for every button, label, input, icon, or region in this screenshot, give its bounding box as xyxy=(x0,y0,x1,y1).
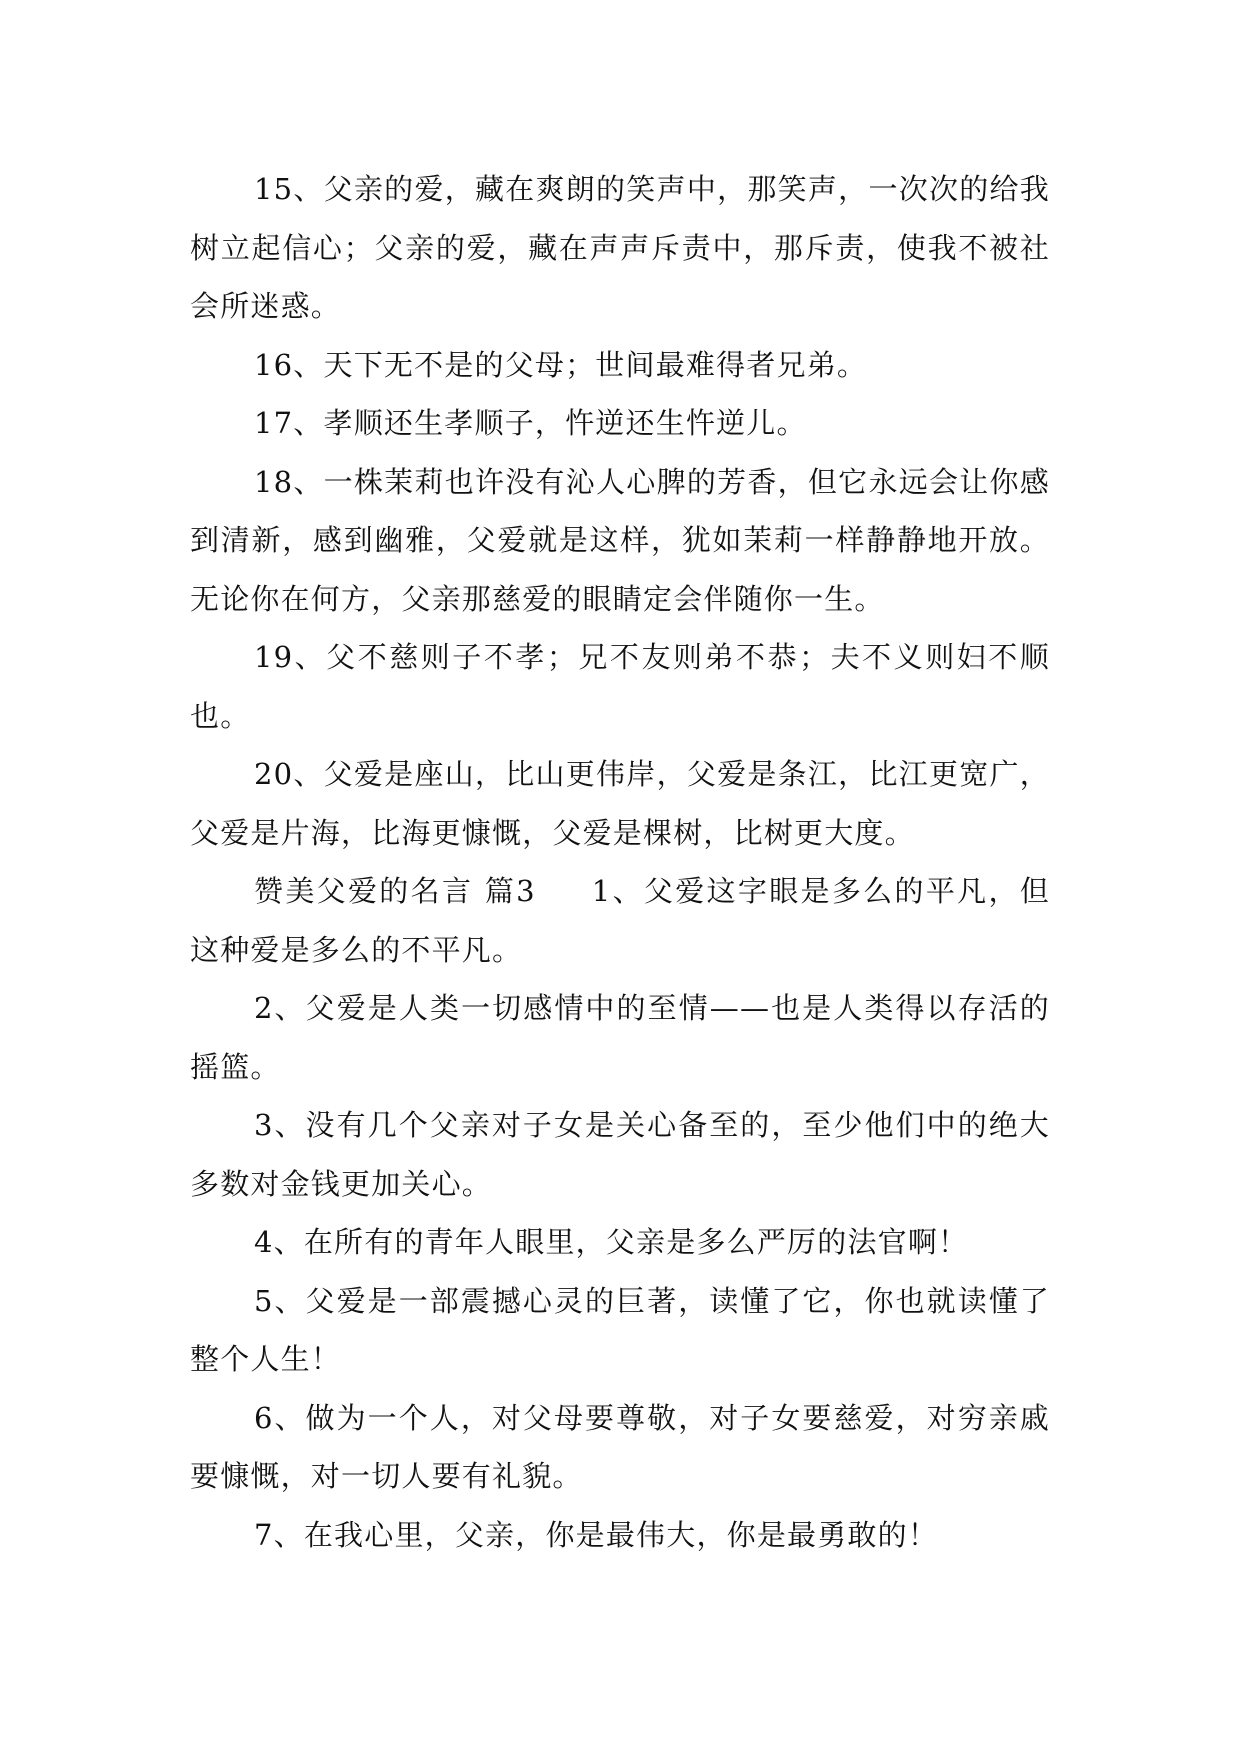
paragraph-quote-1: 1、父爱这字眼是多么的平凡，但这种爱是多么的不平凡。 xyxy=(190,874,1050,967)
paragraph-quote-5: 5、父爱是一部震撼心灵的巨著，读懂了它，你也就读懂了整个人生！ xyxy=(190,1283,1050,1376)
paragraph-quote-6: 6、做为一个人，对父母要尊敬，对子女要慈爱，对穷亲戚要慷慨，对一切人要有礼貌。 xyxy=(190,1400,1050,1493)
paragraph-quote-20: 20、父爱是座山，比山更伟岸，父爱是条江，比江更宽广，父爱是片海，比海更慷慨，父爱是棵树，比树更大度。 xyxy=(190,757,1050,850)
paragraph-quote-2: 2、父爱是人类一切感情中的至情——也是人类得以存活的摇篮。 xyxy=(190,991,1050,1084)
section-heading-line xyxy=(190,862,1050,979)
paragraph-quote-17: 17、孝顺还生孝顺子，忤逆还生忤逆儿。 xyxy=(254,406,807,440)
paragraph-quote-4: 4、在所有的青年人眼里，父亲是多么严厉的法官啊！ xyxy=(254,1225,969,1259)
document-body xyxy=(190,160,1050,1564)
paragraph-quote-3: 3、没有几个父亲对子女是关心备至的，至少他们中的绝大多数对金钱更加关心。 xyxy=(190,1108,1050,1201)
paragraph-quote-16: 16、天下无不是的父母；世间最难得者兄弟。 xyxy=(254,347,868,382)
paragraph-quote-15: 15、父亲的爱，藏在爽朗的笑声中，那笑声，一次次的给我树立起信心；父亲的爱，藏在声声斥责中，那斥责，使我不被社会所迷惑。 xyxy=(190,172,1050,323)
paragraph-quote-19: 19、父不慈则子不孝；兄不友则弟不恭；夫不义则妇不顺也。 xyxy=(190,640,1050,733)
paragraph-quote-18: 18、一株茉莉也许没有沁人心脾的芳香，但它永远会让你感到清新，感到幽雅，父爱就是这样，犹如茉莉一样静静地开放。无论你在何方，父亲那慈爱的眼睛定会伴随你一生。 xyxy=(190,464,1050,616)
paragraph-quote-7: 7、在我心里，父亲，你是最伟大，你是最勇敢的！ xyxy=(254,1517,939,1552)
section-heading: 赞美父爱的名言 篇3 xyxy=(254,874,536,908)
